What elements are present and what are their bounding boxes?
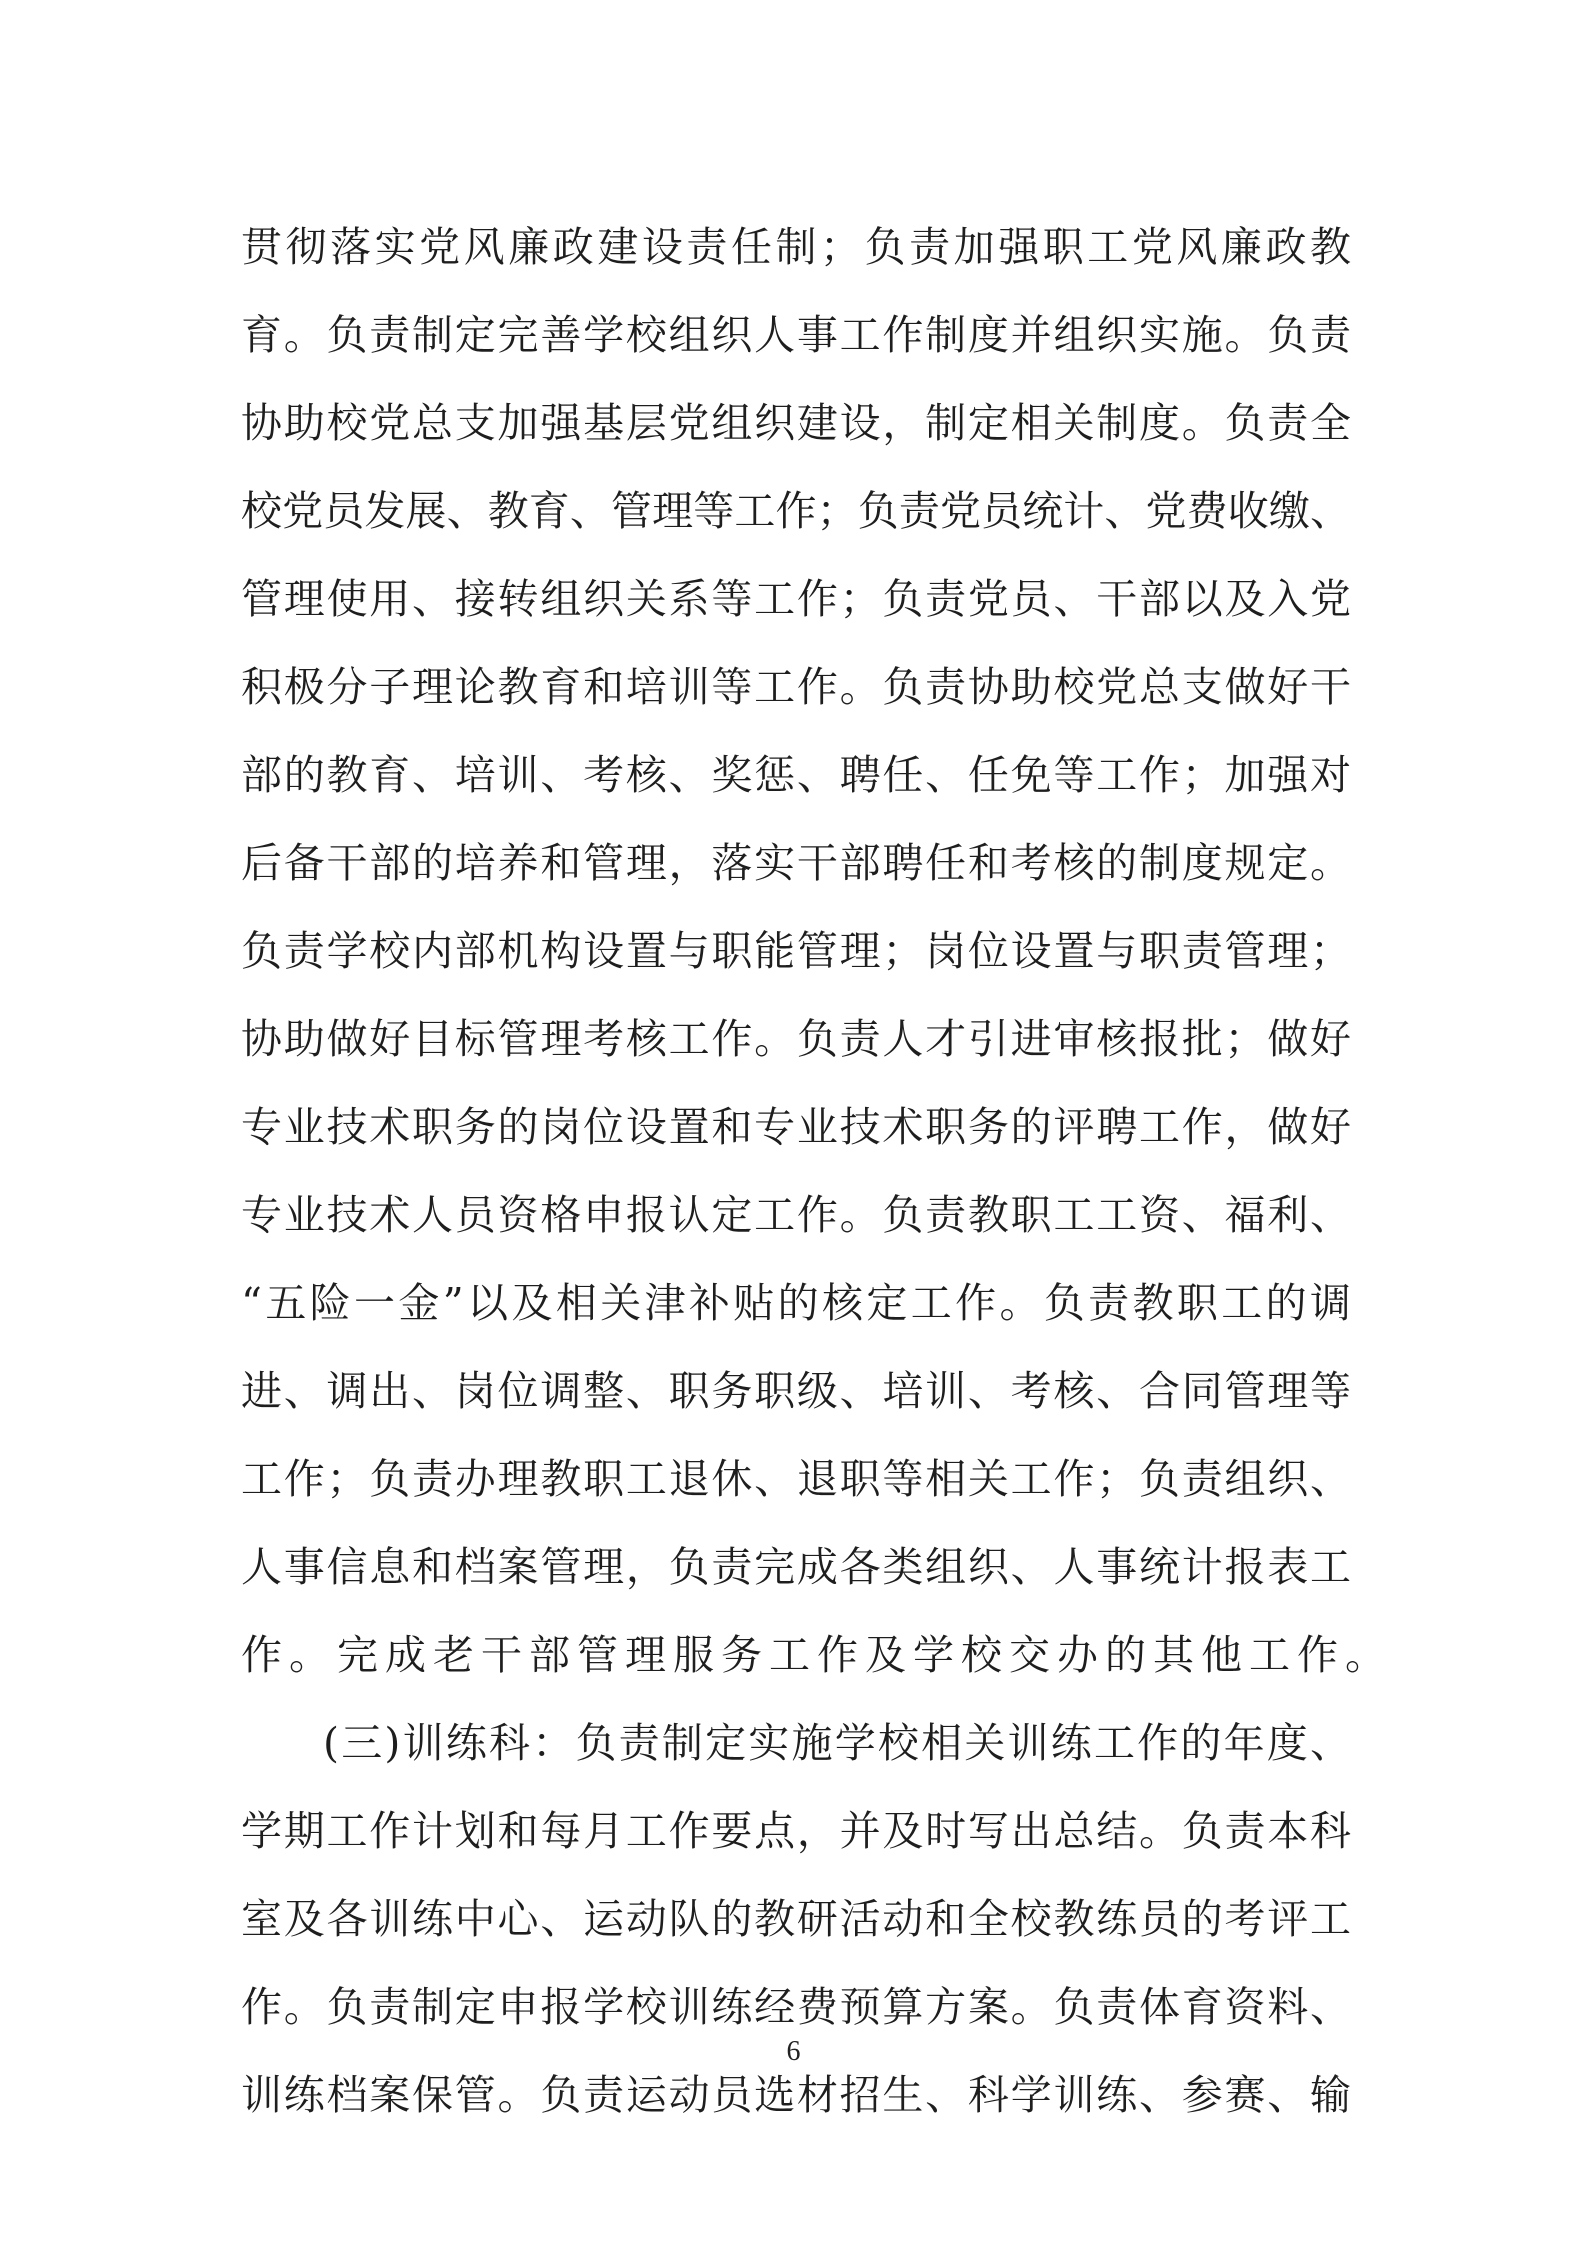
paragraph-end-line: 作。完成老干部管理服务工作及学校交办的其他工作。 [241,1631,1393,1679]
text-line: 专业技术职务的岗位设置和专业技术职务的评聘工作，做好 [241,1103,1351,1151]
text-line: 校党员发展、教育、管理等工作；负责党员统计、党费收缴、 [241,487,1351,535]
text-line: 专业技术人员资格申报认定工作。负责教职工工资、福利、 [241,1191,1351,1239]
text-line: 育。负责制定完善学校组织人事工作制度并组织实施。负责 [241,311,1351,359]
text-line: 进、调出、岗位调整、职务职级、培训、考核、合同管理等 [241,1367,1351,1415]
text-line: 部的教育、培训、考核、奖惩、聘任、任免等工作；加强对 [241,751,1351,799]
text-line: 协助做好目标管理考核工作。负责人才引进审核报批；做好 [241,1015,1351,1063]
text-line: “五险一金”以及相关津补贴的核定工作。负责教职工的调 [241,1279,1351,1327]
text-line: 工作；负责办理教职工退休、退职等相关工作；负责组织、 [241,1455,1351,1503]
text-line: 管理使用、接转组织关系等工作；负责党员、干部以及入党 [241,575,1351,623]
text-line: 作。负责制定申报学校训练经费预算方案。负责体育资料、 [241,1983,1351,2031]
section-heading-line: (三)训练科：负责制定实施学校相关训练工作的年度、 [323,1719,1351,1767]
text-line: 人事信息和档案管理，负责完成各类组织、人事统计报表工 [241,1543,1351,1591]
body-text [241,203,1393,2139]
text-line: 积极分子理论教育和培训等工作。负责协助校党总支做好干 [241,663,1351,711]
text-line: 后备干部的培养和管理，落实干部聘任和考核的制度规定。 [241,839,1351,887]
text-line: 负责学校内部机构设置与职能管理；岗位设置与职责管理； [241,927,1351,975]
text-line: 贯彻落实党风廉政建设责任制；负责加强职工党风廉政教 [241,223,1351,271]
text-line: 室及各训练中心、运动队的教研活动和全校教练员的考评工 [241,1895,1351,1943]
text-line: 协助校党总支加强基层党组织建设，制定相关制度。负责全 [241,399,1351,447]
text-line: 训练档案保管。负责运动员选材招生、科学训练、参赛、输 [241,2071,1351,2119]
page-number: 6 [786,2036,801,2067]
text-line: 学期工作计划和每月工作要点，并及时写出总结。负责本科 [241,1807,1351,1855]
